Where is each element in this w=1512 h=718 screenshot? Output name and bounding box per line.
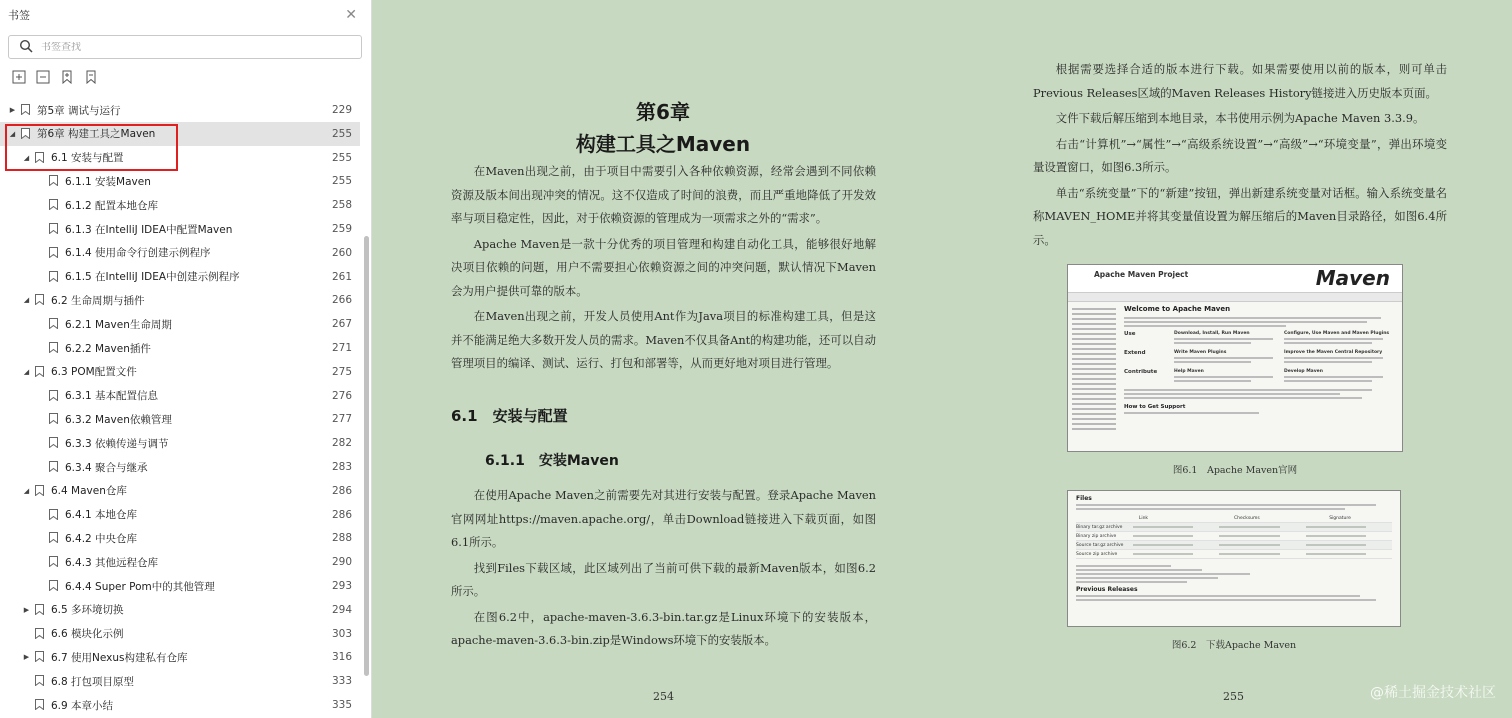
bookmark-icon <box>21 128 31 140</box>
bookmark-item[interactable] <box>0 122 360 146</box>
fig-nav-strip <box>1068 293 1402 302</box>
bookmark-icon <box>35 485 45 497</box>
bookmark-icon <box>49 223 59 235</box>
fig-th: Checksums <box>1234 515 1260 521</box>
bookmark-item[interactable] <box>0 431 360 455</box>
bookmark-item[interactable] <box>0 336 360 360</box>
bookmark-label: 6.5 多环境切换 <box>51 604 124 617</box>
figure-caption: 图6.2 下载Apache Maven <box>1171 640 1297 651</box>
bookmark-icon <box>35 152 45 164</box>
left-intro <box>451 160 876 376</box>
bookmark-icon <box>49 318 59 330</box>
paragraph: 根据需要选择合适的版本进行下载。如果需要使用以前的版本，则可单击Previous Releases区域的Maven Releases History链接进入历史版本页面。 <box>1033 62 1447 100</box>
bookmark-icon <box>49 342 59 354</box>
fig-row-col2: Improve the Maven Central Repository <box>1284 350 1383 355</box>
paragraph: 右击“计算机”→“属性”→“高级系统设置”→“高级”→“环境变量”，弹出环境变量设置窗口，如图6.3所示。 <box>1033 136 1447 174</box>
bookmark-item[interactable] <box>0 598 360 622</box>
fig-row-key: Use <box>1124 331 1136 337</box>
bookmark-page-number: 261 <box>331 270 352 283</box>
bookmark-icon <box>49 461 59 473</box>
bookmark-label: 6.2 生命周期与插件 <box>51 294 145 307</box>
bookmark-item[interactable] <box>0 265 360 289</box>
fig-row-col1: Write Maven Plugins <box>1174 350 1227 355</box>
bookmark-icon <box>49 247 59 259</box>
bookmark-page-number: 267 <box>331 318 352 331</box>
bookmark-search-box[interactable] <box>8 35 362 59</box>
bookmark-icon <box>49 532 59 544</box>
bookmark-item[interactable] <box>0 146 360 170</box>
section-heading: 6.1 安装与配置 <box>451 407 568 425</box>
document-view <box>373 0 1512 718</box>
bookmark-page-number: 271 <box>331 342 352 354</box>
paragraph: 文件下载后解压缩到本地目录，本书使用示例为Apache Maven 3.3.9。 <box>1055 111 1425 125</box>
bookmark-item[interactable] <box>0 169 360 193</box>
left-install-text <box>451 484 876 653</box>
bookmark-label: 6.1.4 使用命令行创建示例程序 <box>65 247 211 260</box>
bookmark-item[interactable] <box>0 574 360 598</box>
bookmark-label: 6.3 POM配置文件 <box>51 366 137 379</box>
bookmark-page-number: 335 <box>331 699 352 711</box>
bookmark-label: 6.1.3 在IntelliJ IDEA中配置Maven <box>65 223 233 236</box>
bookmark-item[interactable] <box>0 407 360 431</box>
figure-caption: 图6.1 Apache Maven官网 <box>1172 465 1298 476</box>
bookmark-search-input[interactable] <box>41 42 341 53</box>
expand-all-icon[interactable] <box>12 70 26 84</box>
collapse-arrow-icon[interactable]: ◢ <box>9 129 16 138</box>
fig-table-row: Source zip archive <box>1076 550 1392 559</box>
bookmark-item[interactable] <box>0 288 360 312</box>
fig-table-row: Source tar.gz archive <box>1076 541 1392 550</box>
fig-left-menu <box>1070 305 1118 452</box>
page-number: 255 <box>1223 690 1244 703</box>
bookmark-icon <box>35 675 45 687</box>
bookmark-item[interactable] <box>0 669 360 693</box>
bookmarks-title: 书签 <box>8 9 30 22</box>
bookmark-item[interactable] <box>0 503 360 527</box>
bookmark-label: 6.2.2 Maven插件 <box>65 342 151 355</box>
bookmark-item[interactable] <box>0 360 360 384</box>
fig-row <box>1124 350 1394 365</box>
fig-row <box>1124 369 1394 384</box>
bookmark-icon <box>49 580 59 592</box>
subsection-heading: 6.1.1 安装Maven <box>485 453 619 469</box>
bookmark-item[interactable] <box>0 384 360 408</box>
bookmark-page-number: 294 <box>331 603 352 616</box>
bookmark-label: 6.7 使用Nexus构建私有仓库 <box>51 651 188 664</box>
bookmark-icon <box>49 413 59 425</box>
close-icon[interactable]: ✕ <box>345 7 357 23</box>
figure-maven-download <box>1067 490 1401 627</box>
bookmark-page-number: 286 <box>331 508 352 521</box>
bookmark-page-number: 316 <box>331 651 352 664</box>
bookmark-label: 6.1.5 在IntelliJ IDEA中创建示例程序 <box>65 271 240 284</box>
bookmark-label: 6.1.2 配置本地仓库 <box>65 199 159 212</box>
bookmark-icon <box>35 604 45 616</box>
expand-arrow-icon[interactable]: ▶ <box>23 605 30 614</box>
paragraph: Apache Maven是一款十分优秀的项目管理和构建自动化工具，能够很好地解决项目依赖的问题，用户不需要担心依赖资源之间的冲突问题，默认情况下Maven会为用户提供可靠的版本。 <box>451 236 876 298</box>
bookmark-icon <box>35 651 45 663</box>
paragraph: 在Maven出现之前，开发人员使用Ant作为Java项目的标准构建工具，但是这并不能满足绝大多数开发人员的需求。Maven不仅具备Ant的构建功能，还可以自动管理项目的编译、测试、运行、打包和部署等，从而更好地对项目进行管理。 <box>451 309 876 370</box>
fig-files-heading: Files <box>1076 495 1092 502</box>
bookmark-toolbar <box>12 70 98 84</box>
bookmarks-panel <box>0 0 372 718</box>
fig-heading: Welcome to Apache Maven <box>1124 305 1231 313</box>
search-icon <box>19 38 33 57</box>
bookmarks-header <box>0 0 371 30</box>
bookmark-label: 6.3.3 依赖传递与调节 <box>65 437 169 450</box>
bookmark-page-number: 288 <box>331 532 352 545</box>
collapse-all-icon[interactable] <box>36 70 50 84</box>
bookmark-icon <box>49 509 59 521</box>
bookmark-label: 6.1.1 安装Maven <box>65 175 151 188</box>
bookmark-item[interactable] <box>0 693 360 717</box>
bookmark-label: 6.4.2 中央仓库 <box>65 532 138 545</box>
bookmark-icon <box>49 556 59 568</box>
bookmark-label: 第5章 调试与运行 <box>37 104 121 117</box>
bookmark-icon <box>35 366 45 378</box>
bookmark-page-number: 283 <box>331 461 352 473</box>
bookmark-page-number: 275 <box>331 365 352 378</box>
fig-download-table <box>1076 514 1392 559</box>
chapter-title: 构建工具之Maven <box>575 132 751 156</box>
bookmark-page-number: 277 <box>331 413 352 426</box>
fig-row <box>1124 331 1394 346</box>
fig-project-name: Apache Maven Project <box>1094 270 1189 279</box>
paragraph: 在图6.2中，apache-maven-3.6.3-bin.tar.gz是Linux环境下的安装版本，apache-maven-3.6.3-bin.zip是Windows环境下的安装版本。 <box>451 609 876 647</box>
bookmark-label: 6.3.1 基本配置信息 <box>65 390 159 403</box>
bookmark-item[interactable] <box>0 479 360 503</box>
bookmark-label: 第6章 构建工具之Maven <box>37 128 156 141</box>
maven-logo: Maven <box>1315 266 1390 290</box>
bookmark-item[interactable] <box>0 217 360 241</box>
bookmark-page-number: 290 <box>331 556 352 569</box>
bookmark-label: 6.2.1 Maven生命周期 <box>65 318 172 331</box>
bookmark-icon <box>21 104 31 116</box>
bookmark-item[interactable] <box>0 622 360 646</box>
bookmark-label: 6.3.2 Maven依赖管理 <box>65 413 172 426</box>
bookmark-icon <box>35 294 45 306</box>
fig-row-col2: Configure, Use Maven and Maven Plugins <box>1284 331 1390 336</box>
bookmark-label: 6.4.3 其他远程仓库 <box>65 556 159 569</box>
bookmark-page-number: 260 <box>331 246 352 259</box>
page-number: 254 <box>653 690 674 703</box>
bookmark-page-number: 303 <box>331 627 352 640</box>
bookmark-item[interactable] <box>0 241 360 265</box>
bookmark-icon <box>49 437 59 449</box>
bookmark-page-number: 229 <box>331 104 352 116</box>
bookmark-label: 6.1 安装与配置 <box>51 152 124 165</box>
fig-row-key: Contribute <box>1124 369 1158 375</box>
bookmark-label: 6.8 打包项目原型 <box>51 675 135 688</box>
bookmark-item[interactable] <box>0 312 360 336</box>
bookmark-page-number: 333 <box>331 675 352 688</box>
fig-row-col1: Download, Install, Run Maven <box>1174 331 1250 336</box>
fig-main-content <box>1124 305 1394 416</box>
bookmark-page-number: 255 <box>331 151 352 164</box>
paragraph: 单击“系统变量”下的“新建”按钮，弹出新建系统变量对话框。输入系统变量名称MAVEN_HOME并将其变量值设置为解压缩后的Maven目录路径，如图6.4所示。 <box>1033 185 1447 247</box>
figure-maven-homepage <box>1067 264 1403 452</box>
fig-th: Link <box>1138 515 1149 521</box>
fig-row-col2: Develop Maven <box>1284 369 1323 374</box>
bookmark-label: 6.3.4 聚合与继承 <box>65 461 148 474</box>
fig-th: Signature <box>1329 515 1351 521</box>
bookmark-icon <box>35 699 45 711</box>
bookmark-item[interactable] <box>0 526 360 550</box>
fig-previous-releases: Previous Releases <box>1076 586 1138 593</box>
fig-row-col1: Help Maven <box>1174 369 1204 374</box>
bookmark-item[interactable] <box>0 193 360 217</box>
bookmark-page-number: 255 <box>331 127 352 140</box>
bookmark-item[interactable] <box>0 645 360 669</box>
bookmark-page-number: 282 <box>331 437 352 450</box>
expand-arrow-icon[interactable]: ▶ <box>23 653 30 662</box>
bookmark-label: 6.4 Maven仓库 <box>51 485 127 498</box>
bookmark-icon <box>35 628 45 640</box>
bookmark-icon <box>49 175 59 187</box>
bookmark-label: 6.4.1 本地仓库 <box>65 509 138 522</box>
bookmark-page-number: 258 <box>331 199 352 212</box>
bookmark-item[interactable] <box>0 455 360 479</box>
chapter-number: 第6章 <box>636 100 690 124</box>
bookmark-label: 6.6 模块化示例 <box>51 628 124 641</box>
expand-arrow-icon[interactable]: ▶ <box>9 106 16 114</box>
fig-row-key: Extend <box>1124 350 1146 356</box>
fig-table-row: Binary tar.gz archive <box>1076 523 1392 532</box>
bookmark-item[interactable] <box>0 550 360 574</box>
fig-header-bar <box>1068 265 1402 293</box>
collapse-arrow-icon[interactable]: ◢ <box>23 367 30 376</box>
bookmark-page-number: 259 <box>331 223 352 235</box>
paragraph: 在使用Apache Maven之前需要先对其进行安装与配置。登录Apache Maven官网网址https://maven.apache.org/，单击Download链接进入下载页面，如图6.1所示。 <box>451 488 876 549</box>
collapse-arrow-icon[interactable]: ◢ <box>23 153 30 162</box>
watermark: @稀土掘金技术社区 <box>1370 685 1496 701</box>
bookmark-page-number: 266 <box>331 294 352 307</box>
right-text <box>1033 58 1447 252</box>
sidebar-scrollbar[interactable] <box>364 236 369 676</box>
fig-support-heading: How to Get Support <box>1124 404 1186 410</box>
bookmark-page-number: 293 <box>331 580 352 592</box>
bookmark-page-number: 286 <box>331 484 352 497</box>
bookmark-icon <box>49 390 59 402</box>
bookmark-icon <box>49 199 59 211</box>
collapse-arrow-icon[interactable]: ◢ <box>23 486 30 495</box>
paragraph: 找到Files下载区域，此区域列出了当前可供下载的最新Maven版本，如图6.2所示。 <box>451 560 876 598</box>
add-bookmark-icon[interactable] <box>60 70 74 84</box>
bookmark-page-number: 276 <box>331 389 352 402</box>
fig-table-row: Binary zip archive <box>1076 532 1392 541</box>
paragraph: 在Maven出现之前，由于项目中需要引入各种依赖资源，经常会遇到不同依赖资源及版本间出现冲突的情况。这不仅造成了时间的浪费，而且严重地降低了开发效率与项目稳定性，因此，对于依赖资源的管理成为一项需求之外的“需求”。 <box>451 164 876 225</box>
bookmark-page-number: 255 <box>331 175 352 188</box>
collapse-arrow-icon[interactable]: ◢ <box>23 296 30 305</box>
bookmark-item[interactable] <box>0 98 360 122</box>
fig-table-header <box>1076 514 1392 523</box>
bookmark-label: 6.9 本章小结 <box>51 699 114 712</box>
delete-bookmark-icon[interactable] <box>84 70 98 84</box>
bookmark-icon <box>49 271 59 283</box>
bookmark-label: 6.4.4 Super Pom中的其他管理 <box>65 580 215 593</box>
